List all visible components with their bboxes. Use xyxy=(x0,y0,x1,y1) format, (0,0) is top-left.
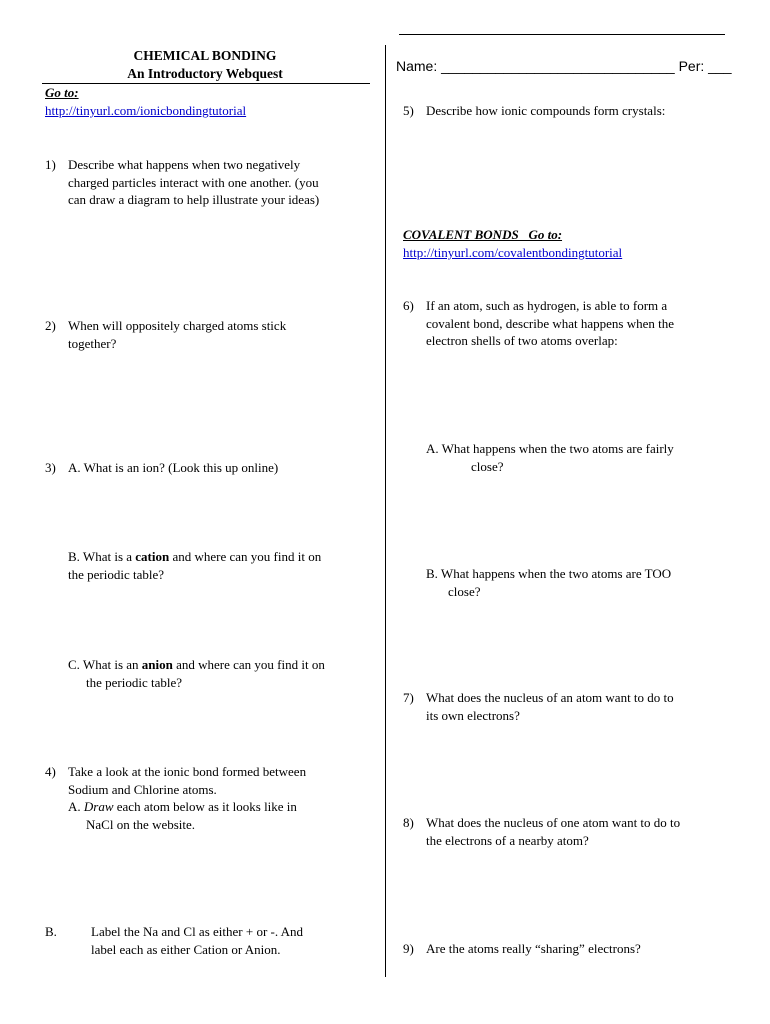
question-number: 1) xyxy=(45,157,56,172)
question-number: B. xyxy=(45,924,57,939)
question-4b xyxy=(45,923,303,958)
covalent-tutorial-link[interactable]: http://tinyurl.com/covalentbondingtutorial xyxy=(403,245,623,260)
question-3c xyxy=(68,656,325,691)
question-text: label each as either Cation or Anion. xyxy=(91,941,281,957)
question-text: What does the nucleus of one atom want to do to xyxy=(426,815,681,830)
question-3 xyxy=(45,459,278,477)
question-text: Describe how ionic compounds form crystals: xyxy=(426,103,666,118)
question-text: each atom below as it looks like in xyxy=(113,799,297,814)
question-text: close? xyxy=(448,583,481,599)
question-text: charged particles interact with one another. (you xyxy=(68,174,319,190)
question-text: B. What happens when the two atoms are TOO xyxy=(426,566,672,581)
question-text: can draw a diagram to help illustrate your ideas) xyxy=(68,192,320,207)
question-text: the periodic table? xyxy=(86,674,183,690)
question-6a xyxy=(426,440,674,475)
question-number: 6) xyxy=(403,298,414,313)
question-text: A. What is an ion? (Look this up online) xyxy=(68,460,279,475)
question-number: 4) xyxy=(45,764,56,779)
question-text: close? xyxy=(471,458,504,474)
question-text: and where can you find it on xyxy=(172,657,325,672)
question-8 xyxy=(403,814,680,849)
question-text: NaCl on the website. xyxy=(86,816,196,832)
question-4 xyxy=(45,763,306,833)
question-number: 7) xyxy=(403,690,414,705)
keyword-anion: anion xyxy=(141,657,173,672)
question-text: Describe what happens when two negatively xyxy=(68,157,301,172)
page-subtitle: An Introductory Webquest xyxy=(127,66,283,81)
question-text: its own electrons? xyxy=(426,707,520,723)
top-rule xyxy=(399,34,725,35)
question-2 xyxy=(45,317,286,352)
question-text: Label the Na and Cl as either + or -. And xyxy=(91,924,304,939)
question-text: and where can you find it on xyxy=(169,549,322,564)
question-text: Are the atoms really “sharing” electrons? xyxy=(426,941,641,956)
question-number: 2) xyxy=(45,318,56,333)
question-text: When will oppositely charged atoms stick xyxy=(68,318,287,333)
page-title: CHEMICAL BONDING xyxy=(133,48,277,63)
question-text: B. What is a xyxy=(68,549,136,564)
question-number: 9) xyxy=(403,941,414,956)
question-text: Take a look at the ionic bond formed between xyxy=(68,764,307,779)
question-text: A. What happens when the two atoms are fairly xyxy=(426,441,674,456)
question-text: A. xyxy=(68,799,84,814)
goto-label: Go to: xyxy=(45,85,79,100)
question-6 xyxy=(403,297,674,350)
name-per-field[interactable]: Name: ______________________________ Per: ___ xyxy=(396,58,732,74)
covalent-heading: COVALENT BONDS Go to: xyxy=(403,227,563,242)
question-text: If an atom, such as hydrogen, is able to form a xyxy=(426,298,668,313)
question-text: the electrons of a nearby atom? xyxy=(426,832,589,848)
question-text: electron shells of two atoms overlap: xyxy=(426,333,618,348)
question-number: 5) xyxy=(403,103,414,118)
question-text: together? xyxy=(68,335,117,351)
title-underline xyxy=(42,83,370,84)
keyword-cation: cation xyxy=(135,549,170,564)
column-divider xyxy=(385,45,386,977)
question-text: the periodic table? xyxy=(68,566,165,582)
question-text: covalent bond, describe what happens when the xyxy=(426,315,675,331)
question-number: 8) xyxy=(403,815,414,830)
question-5 xyxy=(403,102,665,120)
question-text: C. What is an xyxy=(68,657,142,672)
question-number: 3) xyxy=(45,460,56,475)
question-9 xyxy=(403,940,641,958)
question-text: Sodium and Chlorine atoms. xyxy=(68,781,217,797)
question-1 xyxy=(45,156,319,209)
question-text: What does the nucleus of an atom want to do to xyxy=(426,690,674,705)
question-6b xyxy=(426,565,671,600)
ionic-tutorial-link[interactable]: http://tinyurl.com/ionicbondingtutorial xyxy=(45,103,247,118)
question-7 xyxy=(403,689,674,724)
question-3b xyxy=(68,548,321,583)
keyword-draw: Draw xyxy=(83,799,114,814)
